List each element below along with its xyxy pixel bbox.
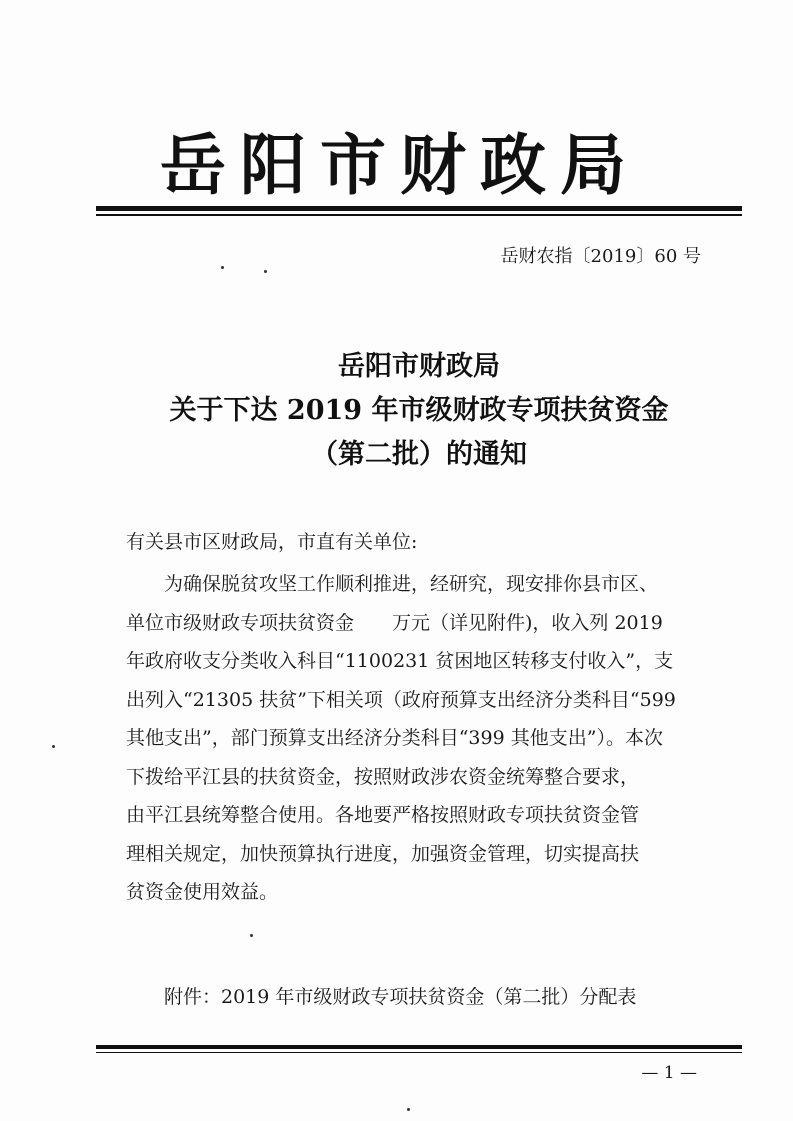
scan-speck [221,266,224,269]
page-number: — 1 — [641,1063,697,1083]
document-number: 岳财农指〔2019〕60 号 [500,246,701,267]
scan-speck [250,934,253,937]
body-line: 出列入“21305 扶贫”下相关项（政府预算支出经济分类科目“599 [126,688,676,711]
letterhead-rule-thick [96,206,742,211]
scan-speck [407,1108,410,1111]
scan-speck [264,270,267,273]
footer-rule-thin [96,1052,742,1053]
body-line: 由平江县统筹整合使用。各地要严格按照财政专项扶贫资金管 [126,804,640,826]
salutation: 有关县市区财政局，市直有关单位: [126,531,418,553]
title-line-3: （第二批）的通知 [311,439,527,470]
body-line: 年政府收支分类收入科目“1100231 贫困地区转移支付收入”，支 [126,650,674,672]
title-line-2: 关于下达 2019 年市级财政专项扶贫资金 [169,395,669,426]
letterhead-rule-thin [96,214,742,216]
body-line: 下拨给平江县的扶贫资金，按照财政涉农资金统筹整合要求， [126,765,640,788]
body-line: 贫资金使用效益。 [126,881,279,903]
scan-speck [52,745,55,748]
body-line: 为确保脱贫攻坚工作顺利推进，经研究，现安排你县市区、 [126,573,659,595]
footer-rule-thick [96,1045,742,1049]
body-line: 理相关规定，加快预算执行进度，加强资金管理，切实提高扶 [126,842,640,865]
body-paragraph [126,565,710,912]
body-line: 其他支出”，部门预算支出经济分类科目“399 其他支出”）。本次 [126,727,663,749]
title-line-1: 岳阳市财政局 [338,351,500,382]
body-line: 单位市级财政专项扶贫资金 万元（详见附件)，收入列 2019 [126,611,663,634]
attachment-note: 附件：2019 年市级财政专项扶贫资金（第二批）分配表 [164,986,637,1008]
letterhead-org-name: 岳阳市财政局 [160,127,640,204]
document-title [96,345,742,477]
